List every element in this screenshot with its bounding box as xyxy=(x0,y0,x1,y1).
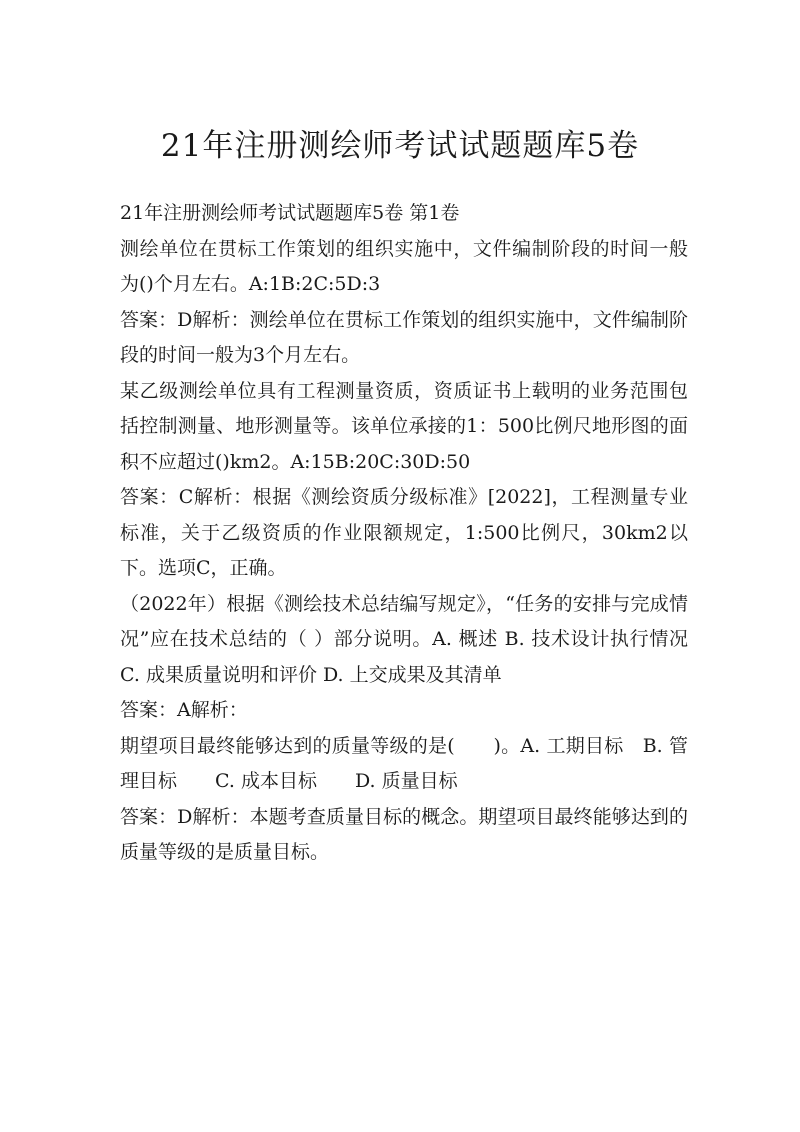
question-3: （2022年）根据《测绘技术总结编写规定》，“任务的安排与完成情况”应在技术总结的（ ）部分说明。A. 概述 B. 技术设计执行情况 C. 成果质量说明和评价 D. 上交成果及其清单 xyxy=(120,592,688,686)
answer-4: 答案：D解析：本题考查质量目标的概念。期望项目最终能够达到的质量等级的是质量目标。 xyxy=(120,805,688,863)
question-4: 期望项目最终能够达到的质量等级的是( )。A. 工期目标 B. 管理目标 C. 成本目标 D. 质量目标 xyxy=(120,734,688,792)
volume-heading: 21年注册测绘师考试试题题库5卷 第1卷 xyxy=(120,202,460,224)
answer-3: 答案：A解析： xyxy=(120,699,248,721)
document-title: 21年注册测绘师考试试题题库5卷 xyxy=(160,128,640,164)
answer-2: 答案：C解析：根据《测绘资质分级标准》[2022]，工程测量专业标准，关于乙级资质的作业限额规定，1:500比例尺，30km2以下。选项C，正确。 xyxy=(120,486,688,579)
question-2: 某乙级测绘单位具有工程测量资质，资质证书上载明的业务范围包括控制测量、地形测量等。该单位承接的1：500比例尺地形图的面积不应超过()km2。A:15B:20C:30D:50 xyxy=(120,379,688,473)
answer-1: 答案：D解析：测绘单位在贯标工作策划的组织实施中，文件编制阶段的时间一般为3个月左右。 xyxy=(120,308,688,366)
document-body xyxy=(120,196,688,871)
question-1: 测绘单位在贯标工作策划的组织实施中，文件编制阶段的时间一般为()个月左右。A:1B:2C:5D:3 xyxy=(120,237,688,295)
